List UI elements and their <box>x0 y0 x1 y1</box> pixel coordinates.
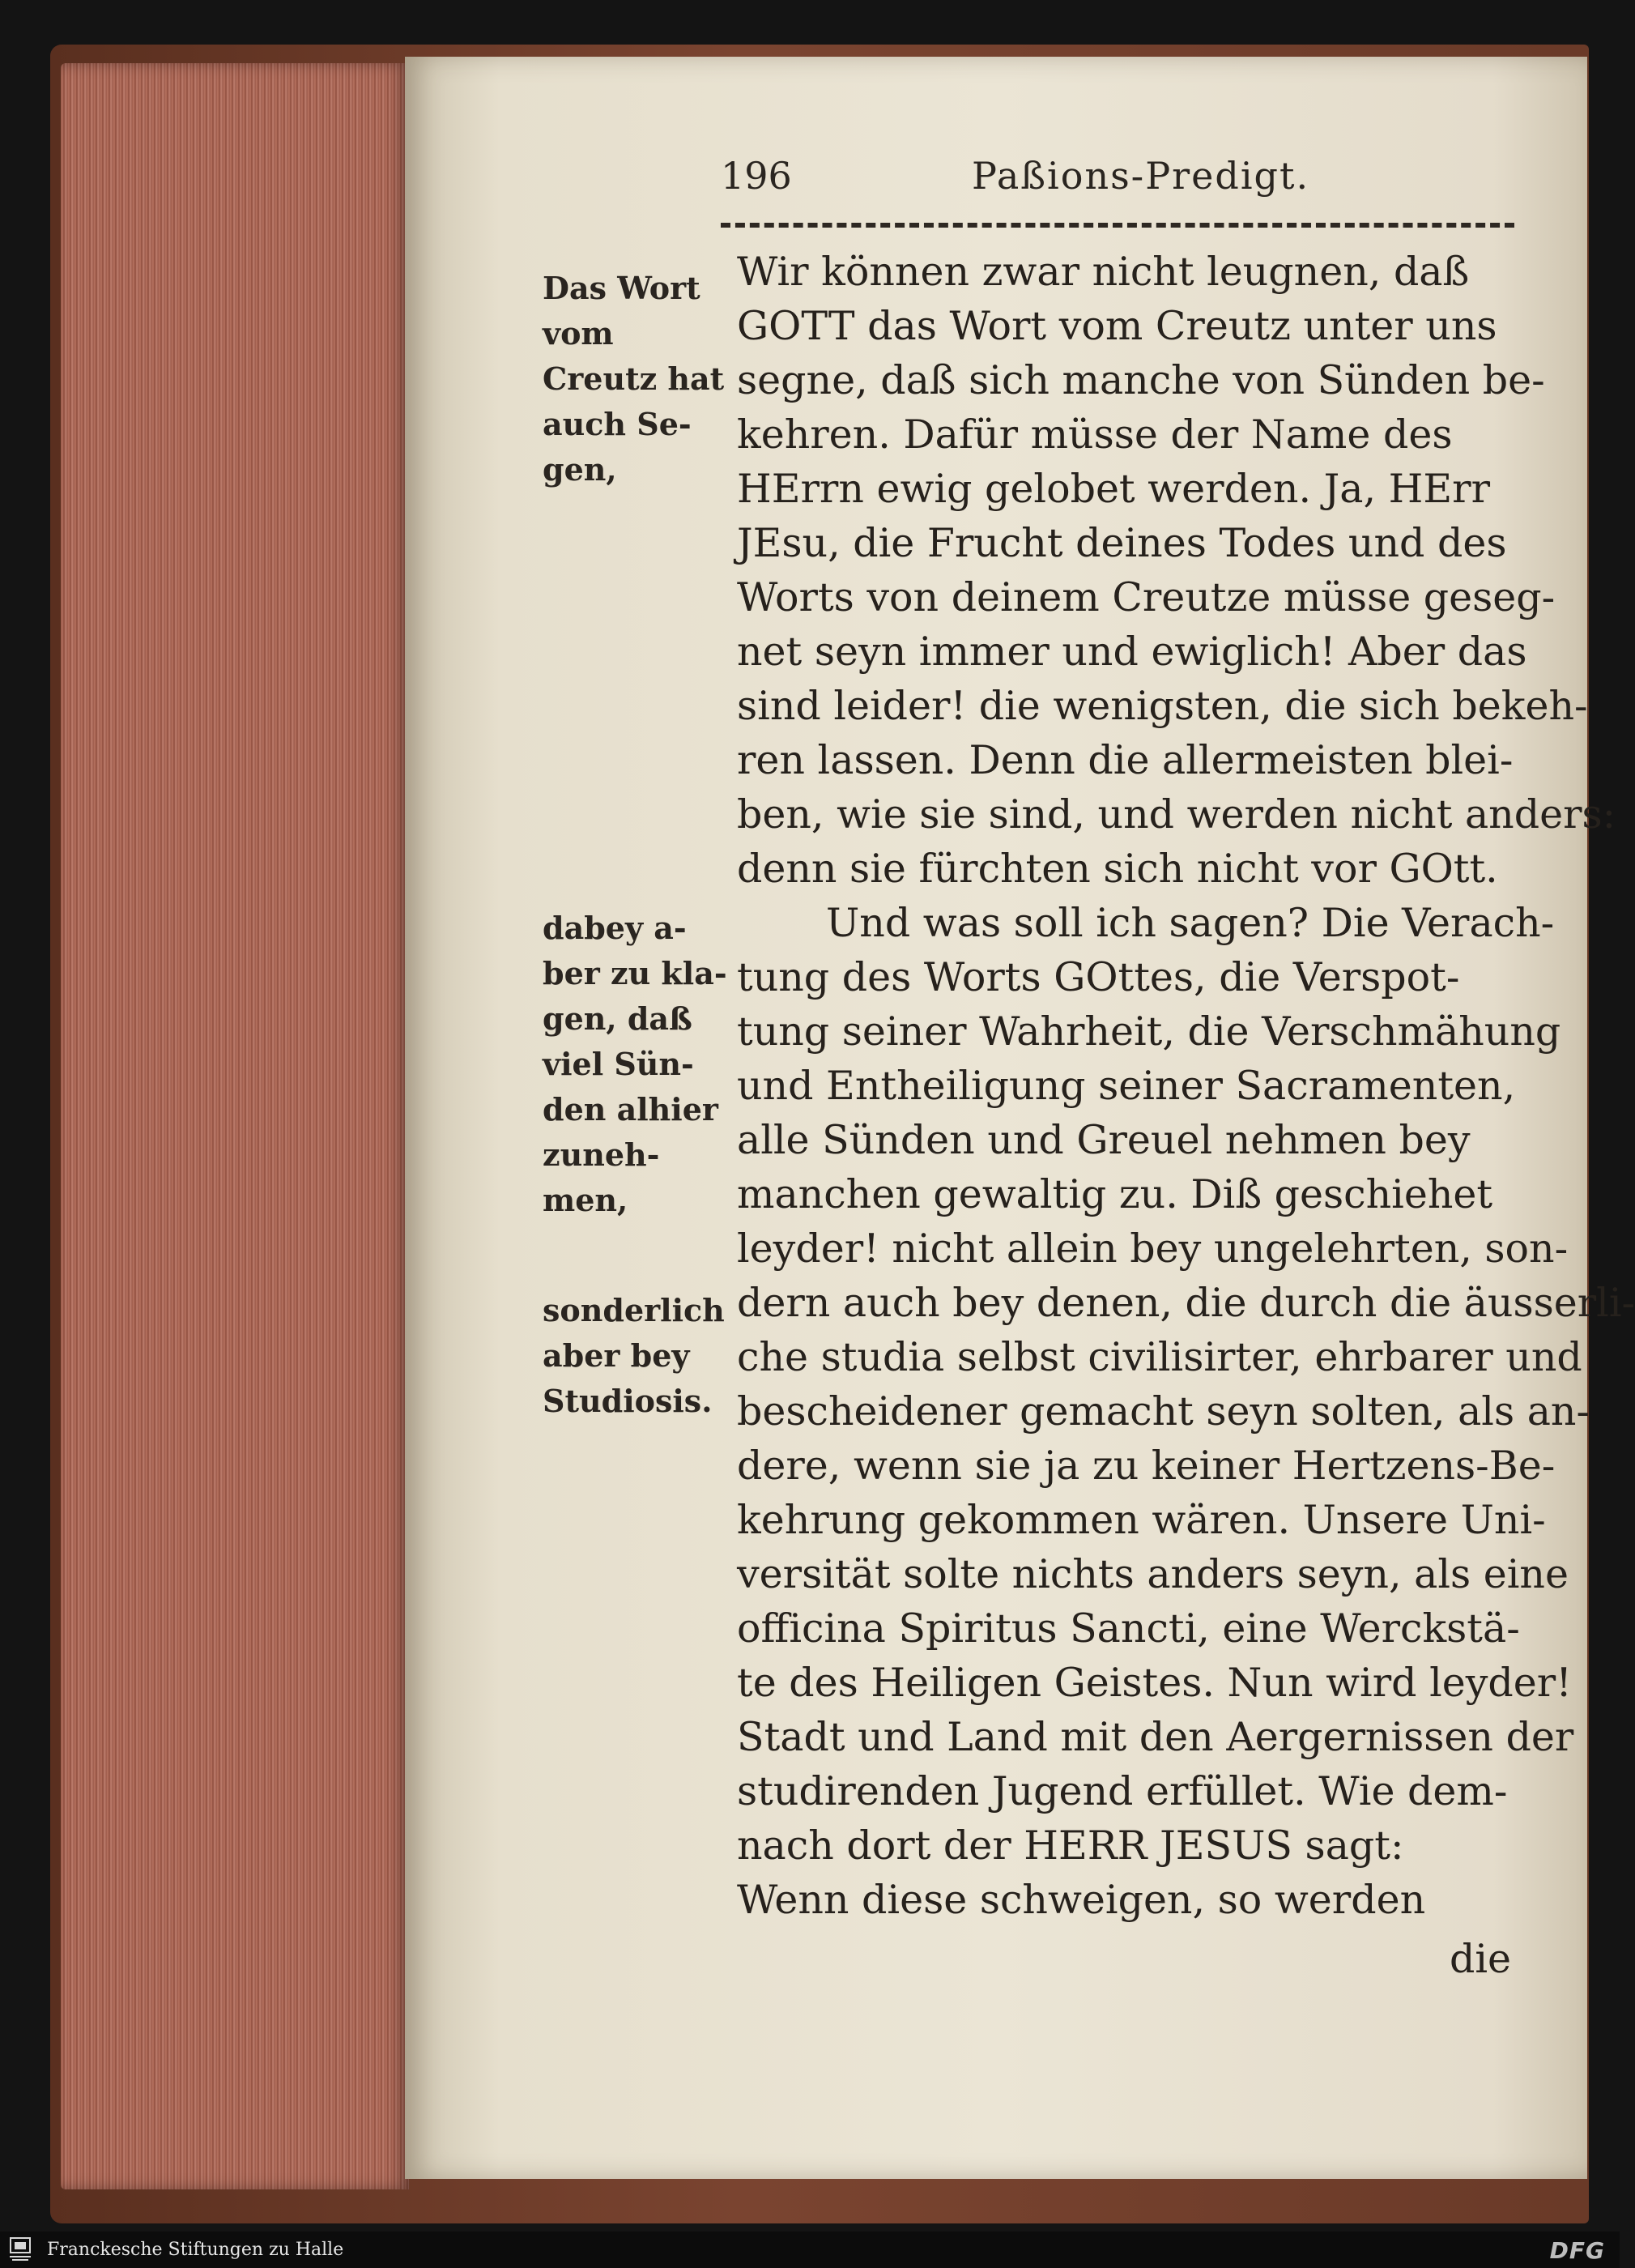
margin-note-line: sonderlich <box>543 1292 725 1328</box>
text-line: denn sie fürchten sich nicht vor GOtt. <box>737 846 1498 892</box>
text-line: Wenn diese schweigen, so werden <box>737 1877 1426 1923</box>
text-line: nach dort der HERR JESUS sagt: <box>737 1823 1404 1869</box>
margin-note-line: vom <box>543 315 614 352</box>
text-line: manchen gewaltig zu. Diß geschiehet <box>737 1171 1493 1217</box>
text-line: bescheidener gemacht seyn solten, als an- <box>737 1388 1590 1435</box>
text-line: kehrung gekommen wären. Unsere Uni- <box>737 1497 1546 1543</box>
text-line: officina Spiritus Sancti, eine Werckstä- <box>737 1605 1520 1652</box>
running-head: Paßions-Predigt. <box>972 154 1310 198</box>
page-number: 196 <box>721 154 792 198</box>
margin-note-line: Studiosis. <box>543 1383 713 1419</box>
text-line: Worts von deinem Creutze müsse geseg- <box>737 574 1556 620</box>
book-page <box>405 57 1635 2179</box>
text-line: versität solte nichts anders seyn, als eine <box>737 1551 1569 1597</box>
margin-note-line: Creutz hat <box>543 360 725 397</box>
margin-note-line: zuneh- <box>543 1136 660 1173</box>
margin-note-line: gen, daß <box>543 1000 692 1037</box>
institution-logo-icon <box>8 2236 32 2262</box>
text-line: studirenden Jugend erfüllet. Wie dem- <box>737 1768 1508 1814</box>
catchword: die <box>1450 1936 1512 1982</box>
margin-note-line: aber bey <box>543 1337 690 1374</box>
text-line: tung des Worts GOttes, die Verspot- <box>737 954 1460 1000</box>
book-page-edges <box>61 63 409 2189</box>
text-line: Und was soll ich sagen? Die Verach- <box>826 900 1555 946</box>
header-rule <box>721 223 1514 228</box>
text-line: che studia selbst civilisirter, ehrbarer und <box>737 1334 1582 1380</box>
margin-note-line: men, <box>543 1182 628 1218</box>
text-line: ben, wie sie sind, und werden nicht anders: <box>737 791 1616 838</box>
text-line: kehren. Dafür müsse der Name des <box>737 411 1453 458</box>
sermon-body-text <box>737 245 1635 1927</box>
text-line: dern auch bey denen, die durch die äusserli- <box>737 1280 1635 1326</box>
text-line: alle Sünden und Greuel nehmen bey <box>737 1117 1471 1163</box>
text-line: segne, daß sich manche von Sünden be- <box>737 357 1545 403</box>
text-line: GOTT das Wort vom Creutz unter uns <box>737 303 1497 349</box>
text-line: ren lassen. Denn die allermeisten blei- <box>737 737 1514 783</box>
text-line: und Entheiligung seiner Sacramenten, <box>737 1063 1516 1109</box>
margin-note-word-of-cross <box>543 266 729 492</box>
margin-note-line: Das Wort <box>543 270 700 306</box>
margin-note-studiosis <box>543 1288 729 1424</box>
footer-owner-label: Franckesche Stiftungen zu Halle <box>47 2240 344 2260</box>
text-line: te des Heiligen Geistes. Nun wird leyder! <box>737 1660 1572 1706</box>
margin-note-line: dabey a- <box>543 910 687 946</box>
text-line: JEsu, die Frucht deines Todes und des <box>737 520 1507 566</box>
text-line: Stadt und Land mit den Aergernissen der <box>737 1714 1574 1760</box>
text-line: leyder! nicht allein bey ungelehrten, son- <box>737 1226 1569 1272</box>
margin-note-line: den alhier <box>543 1091 718 1128</box>
text-line: sind leider! die wenigsten, die sich bekeh- <box>737 683 1588 729</box>
text-line: HErrn ewig gelobet werden. Ja, HErr <box>737 466 1490 512</box>
text-line: net seyn immer und ewiglich! Aber das <box>737 629 1527 675</box>
dfg-logo: DFG <box>1549 2237 1605 2264</box>
footer-bar <box>0 2232 1620 2268</box>
text-line: Wir können zwar nicht leugnen, daß <box>737 249 1470 295</box>
margin-note-line: viel Sün- <box>543 1046 694 1082</box>
margin-note-line: auch Se- <box>543 406 692 442</box>
margin-note-lament <box>543 906 729 1223</box>
margin-note-line: ber zu kla- <box>543 955 727 991</box>
text-line: tung seiner Wahrheit, die Verschmähung <box>737 1008 1561 1055</box>
text-line: dere, wenn sie ja zu keiner Hertzens-Be- <box>737 1443 1556 1489</box>
margin-note-line: gen, <box>543 451 617 488</box>
